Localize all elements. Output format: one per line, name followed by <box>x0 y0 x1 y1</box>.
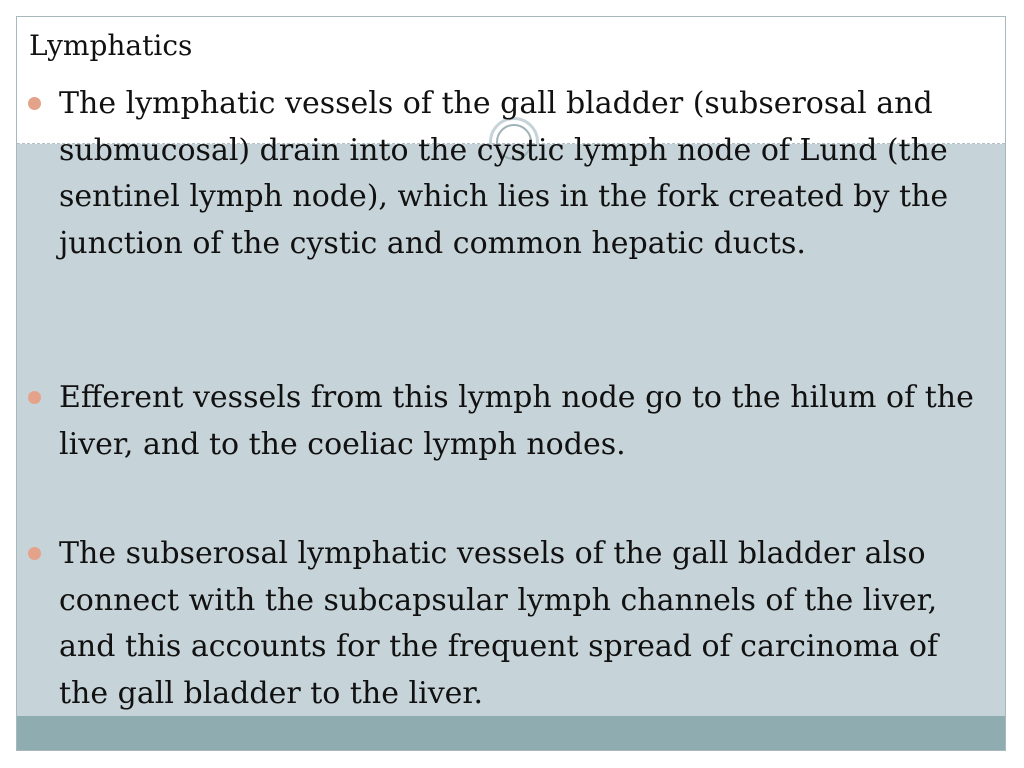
slide <box>16 16 1006 751</box>
bullet-text: Efferent vessels from this lymph node go to the hilum of the liver, and to the coeliac lymph nodes. <box>59 380 974 462</box>
bullet-text: The subserosal lymphatic vessels of the gall bladder also connect with the subcapsular lymph channels of the liver, and this accounts for the frequent spread of carcinoma of the gall bladder to the liver. <box>59 536 938 711</box>
slide-title: Lymphatics <box>29 29 193 62</box>
slide-footer-bar <box>17 716 1005 750</box>
bullet-dot-icon <box>28 97 41 110</box>
bullet-dot-icon <box>28 391 41 404</box>
bullet-text: The lymphatic vessels of the gall bladder (subserosal and submucosal) drain into the cystic lymph node of Lund (the sentinel lymph node), which lies in the fork created by the junction of the cystic and common hepatic ducts. <box>59 86 949 261</box>
bullet-dot-icon <box>28 547 41 560</box>
